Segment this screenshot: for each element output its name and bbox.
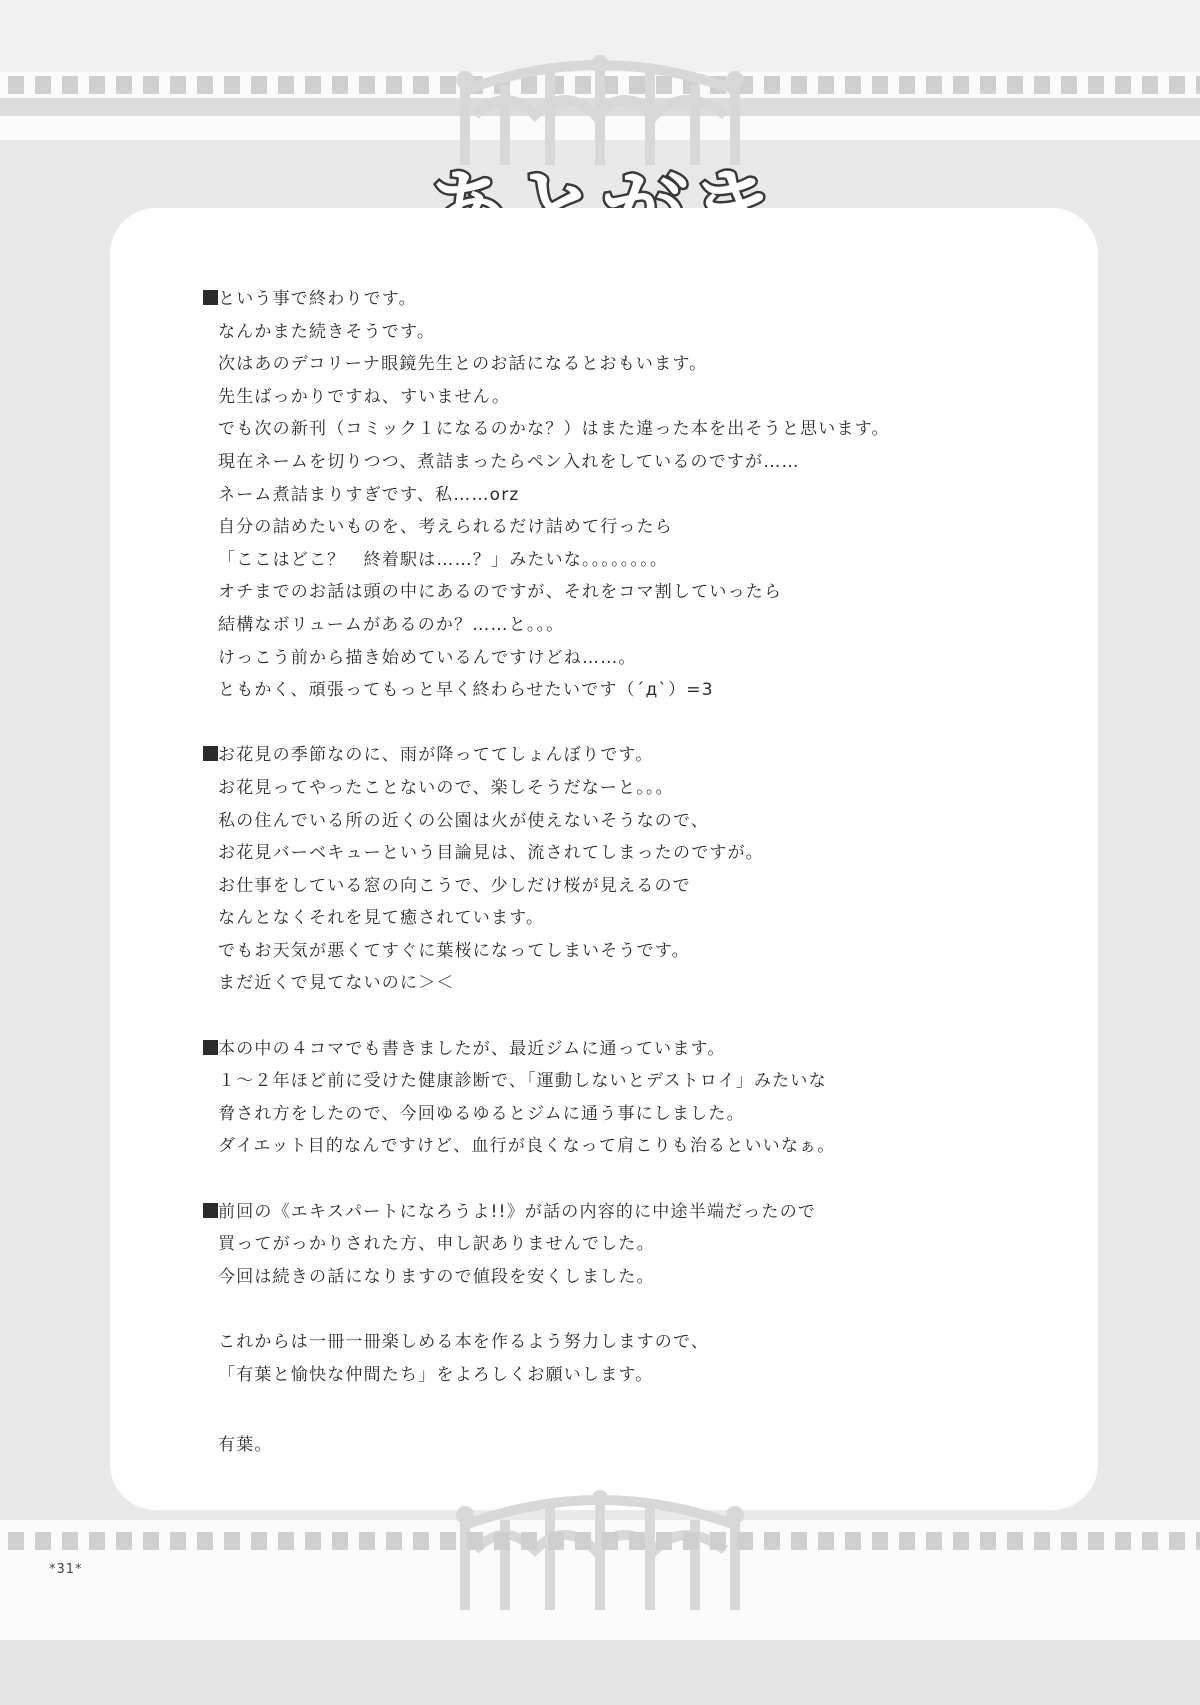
dash-segment — [872, 1532, 888, 1550]
dash-segment — [386, 1532, 402, 1550]
dash-segment — [467, 1532, 483, 1550]
dash-segment — [143, 76, 159, 94]
dash-segment — [251, 76, 267, 94]
text-line-content: １～２年ほど前に受けた健康診断で、「運動しないとデストロイ」みたいな — [218, 1071, 827, 1092]
text-line-content: という事で終わりです。 — [218, 289, 417, 309]
text-line — [218, 772, 1038, 805]
paragraph — [218, 1196, 1038, 1294]
dash-segment — [35, 1532, 51, 1550]
signature: 有葉。 — [218, 1435, 273, 1455]
dash-segment — [1115, 76, 1131, 94]
dash-segment — [980, 76, 996, 94]
dash-segment — [35, 76, 51, 94]
text-line-content: 結構なボリュームがあるのか？……と。。。 — [218, 614, 565, 635]
dash-segment — [1169, 76, 1185, 94]
bottom-dash-border — [0, 1532, 1200, 1554]
dash-segment — [116, 76, 132, 94]
text-line — [218, 381, 1038, 414]
text-line — [218, 1130, 1038, 1163]
dash-segment — [845, 76, 861, 94]
text-line — [218, 642, 1038, 675]
text-line-content: 買ってがっかりされた方、申し訳ありませんでした。 — [218, 1234, 655, 1255]
text-line-content: まだ近くで見てないのに＞＜ — [218, 973, 455, 994]
text-line — [218, 576, 1038, 609]
text-line-content: 私の住んでいる所の近くの公園は火が使えないそうなので、 — [218, 810, 710, 831]
dash-segment — [170, 76, 186, 94]
dash-segment — [440, 1532, 456, 1550]
dash-segment — [1007, 1532, 1023, 1550]
dash-segment — [197, 76, 213, 94]
text-line — [218, 1196, 1038, 1229]
text-line — [218, 805, 1038, 838]
paragraph-gap — [218, 1163, 1038, 1196]
dash-segment — [899, 1532, 915, 1550]
text-line-content: お仕事をしている窓の向こうで、少しだけ桜が見えるので — [218, 875, 691, 896]
dash-segment — [791, 76, 807, 94]
text-line-content: 現在ネームを切りつつ、煮詰まったらペン入れをしているのですが…… — [218, 451, 800, 472]
dash-segment — [224, 76, 240, 94]
text-line — [218, 739, 1038, 772]
dash-segment — [1169, 1532, 1185, 1550]
text-line-content: ネーム煮詰まりすぎです、私……orz — [218, 484, 520, 505]
dash-segment — [953, 1532, 969, 1550]
dash-segment — [1196, 76, 1200, 94]
text-line — [218, 1228, 1038, 1261]
dash-segment — [1142, 1532, 1158, 1550]
text-line-content: なんかまた続きそうです。 — [218, 321, 436, 342]
dash-segment — [764, 1532, 780, 1550]
dash-segment — [1034, 76, 1050, 94]
dash-segment — [575, 1532, 591, 1550]
dash-segment — [359, 1532, 375, 1550]
dash-segment — [1034, 1532, 1050, 1550]
text-line — [218, 348, 1038, 381]
text-line — [218, 1033, 1038, 1066]
paragraph-gap — [218, 1000, 1038, 1033]
dash-segment — [440, 76, 456, 94]
text-line-content: これからは一冊一冊楽しめる本を作るよう努力しますので、 — [218, 1332, 710, 1352]
text-line — [218, 674, 1038, 707]
dash-segment — [62, 76, 78, 94]
text-line-content: ダイエット目的なんですけど、血行が良くなって肩こりも治るといいなぁ。 — [218, 1136, 836, 1157]
text-line — [218, 902, 1038, 935]
text-line — [218, 870, 1038, 903]
dash-segment — [278, 1532, 294, 1550]
dash-segment — [143, 1532, 159, 1550]
paragraph — [218, 283, 1038, 707]
text-line-content: オチまでのお話は頭の中にあるのですが、それをコマ割していったら — [218, 582, 783, 603]
text-line-content: でもお天気が悪くてすぐに葉桜になってしまいそうです。 — [218, 940, 690, 961]
dash-segment — [629, 1532, 645, 1550]
text-line-content: 今回は続きの話になりますので値段を安くしました。 — [218, 1266, 655, 1287]
text-line-content: けっこう前から描き始めているんですけどね……。 — [218, 647, 637, 668]
text-line — [218, 1326, 1038, 1359]
dash-segment — [602, 1532, 618, 1550]
text-line — [218, 1261, 1038, 1294]
dash-segment — [224, 1532, 240, 1550]
text-line-content: でも次の新刊（コミック１になるのかな？）はまた違った本を出そうと思います。 — [218, 419, 890, 440]
dash-segment — [656, 1532, 672, 1550]
text-line-content: なんとなくそれを見て癒されています。 — [218, 908, 545, 929]
dash-segment — [386, 76, 402, 94]
text-line — [218, 1359, 1038, 1392]
text-line-content: 「有葉と愉快な仲間たち」をよろしくお願いします。 — [218, 1364, 654, 1385]
dash-segment — [116, 1532, 132, 1550]
dash-segment — [953, 76, 969, 94]
text-line-content: 自分の詰めたいものを、考えられるだけ詰めて行ったら — [218, 517, 673, 538]
dash-segment — [818, 76, 834, 94]
dash-segment — [278, 76, 294, 94]
dash-segment — [737, 1532, 753, 1550]
text-line — [218, 935, 1038, 968]
text-line — [218, 837, 1038, 870]
paragraph-gap — [218, 707, 1038, 740]
dash-segment — [413, 76, 429, 94]
dash-segment — [8, 1532, 24, 1550]
square-bullet-icon — [203, 1040, 218, 1055]
paragraph — [218, 1326, 1038, 1391]
bottom-band — [0, 1640, 1200, 1705]
dash-segment — [332, 1532, 348, 1550]
dash-segment — [332, 76, 348, 94]
text-line-content: お花見の季節なのに、雨が降っててしょんぼりです。 — [218, 745, 654, 766]
text-line — [218, 967, 1038, 1000]
text-line — [218, 609, 1038, 642]
dash-segment — [548, 1532, 564, 1550]
dash-segment — [1061, 76, 1077, 94]
dash-segment — [1142, 76, 1158, 94]
dash-segment — [8, 76, 24, 94]
text-line-content: 前回の《エキスパートになろうよ!!》が話の内容的に中途半端だったので — [218, 1201, 817, 1222]
text-line — [218, 316, 1038, 349]
text-line-content: 次はあのデコリーナ眼鏡先生とのお話になるとおもいます。 — [218, 354, 708, 375]
dash-segment — [818, 1532, 834, 1550]
paragraph-gap — [218, 1293, 1038, 1326]
square-bullet-icon — [203, 746, 218, 761]
square-bullet-icon — [203, 1203, 218, 1218]
dash-segment — [521, 1532, 537, 1550]
text-line — [218, 511, 1038, 544]
text-line-content: 脅され方をしたので、今回ゆるゆるとジムに通う事にしました。 — [218, 1103, 745, 1124]
text-line — [218, 1065, 1038, 1098]
gate-ornament-top — [455, 55, 745, 165]
dash-segment — [683, 1532, 699, 1550]
page-number: *31* — [49, 1562, 83, 1577]
dash-segment — [1115, 1532, 1131, 1550]
text-line — [218, 283, 1038, 316]
paragraph — [218, 739, 1038, 1000]
dash-segment — [197, 1532, 213, 1550]
dash-segment — [305, 76, 321, 94]
text-line — [218, 544, 1038, 577]
text-line — [218, 479, 1038, 512]
dash-segment — [980, 1532, 996, 1550]
dash-segment — [845, 1532, 861, 1550]
dash-segment — [1088, 76, 1104, 94]
dash-segment — [359, 76, 375, 94]
dash-segment — [710, 1532, 726, 1550]
dash-segment — [89, 1532, 105, 1550]
dash-segment — [305, 1532, 321, 1550]
text-line-content: 本の中の４コマでも書きましたが、最近ジムに通っています。 — [218, 1038, 726, 1059]
dash-segment — [251, 1532, 267, 1550]
text-line — [218, 1098, 1038, 1131]
dash-segment — [62, 1532, 78, 1550]
dash-segment — [926, 76, 942, 94]
dash-segment — [1061, 1532, 1077, 1550]
afterword-body — [218, 283, 1038, 1391]
dash-segment — [926, 1532, 942, 1550]
dash-segment — [413, 1532, 429, 1550]
text-line-content: 先生ばっかりですね、すいません。 — [218, 386, 511, 407]
dash-segment — [899, 76, 915, 94]
text-line-content: お花見ってやったことないので、楽しそうだなーと。。。 — [218, 777, 674, 798]
dash-segment — [1007, 76, 1023, 94]
dash-segment — [764, 76, 780, 94]
paragraph — [218, 1033, 1038, 1163]
dash-segment — [170, 1532, 186, 1550]
dash-segment — [1196, 1532, 1200, 1550]
text-line — [218, 413, 1038, 446]
dash-segment — [872, 76, 888, 94]
dash-segment — [791, 1532, 807, 1550]
text-line-content: ともかく、頑張ってもっと早く終わらせたいです（´д`）=3 — [218, 680, 714, 701]
dash-segment — [494, 1532, 510, 1550]
square-bullet-icon — [203, 290, 218, 305]
text-line-content: 「ここはどこ？ 終着駅は……？」みたいな。。。。。。。。 — [218, 549, 669, 570]
dash-segment — [89, 76, 105, 94]
text-line — [218, 446, 1038, 479]
dash-segment — [1088, 1532, 1104, 1550]
text-line-content: お花見バーベキューという目論見は、流されてしまったのですが。 — [218, 843, 764, 864]
